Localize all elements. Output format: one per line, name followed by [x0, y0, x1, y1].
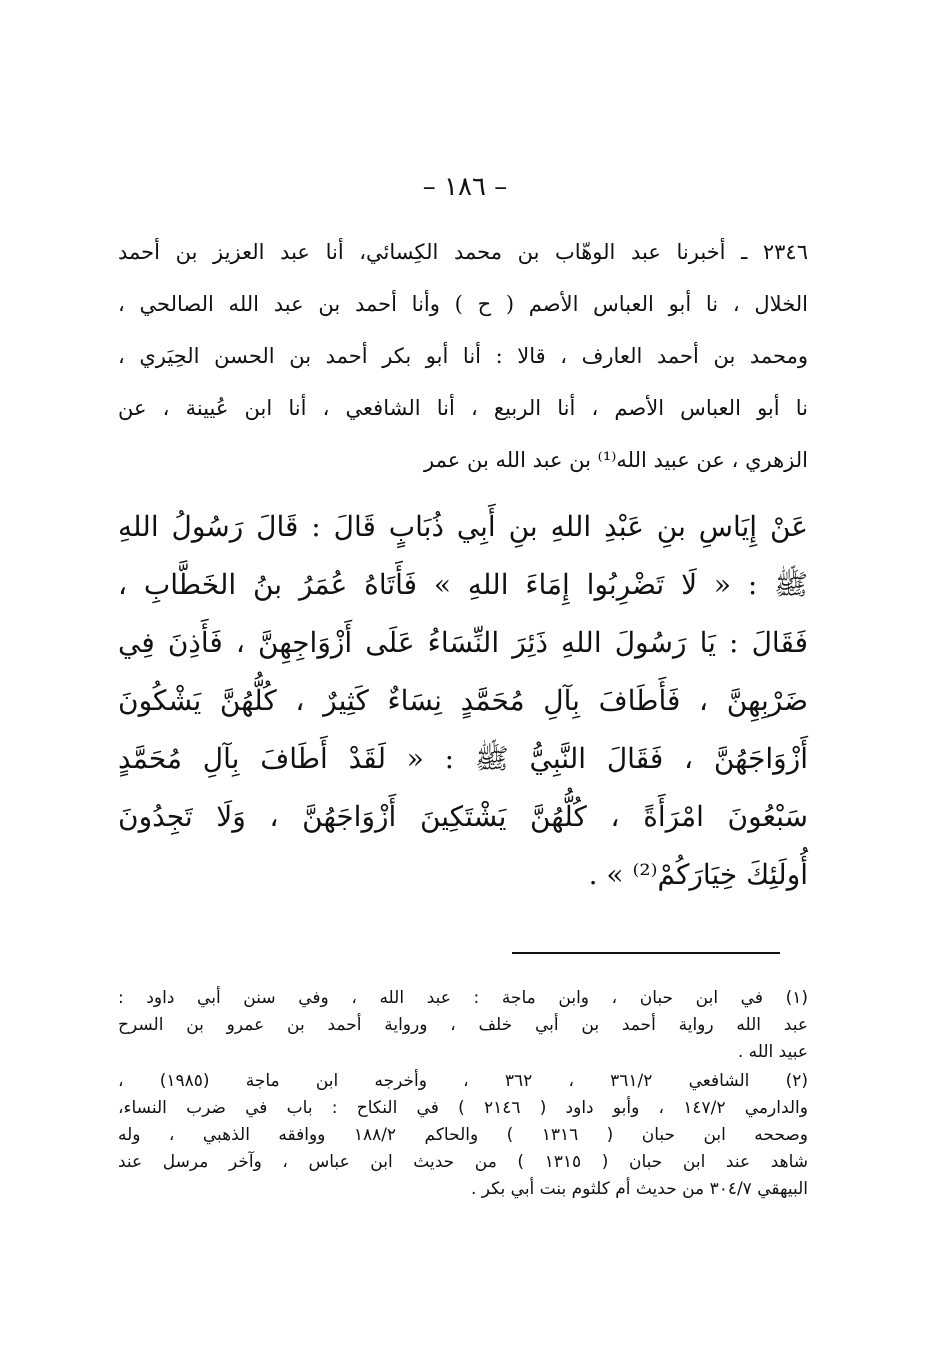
- matn-line: أُولَئِكَ خِيَارَكُمْ⁽²⁾ » .: [588, 858, 808, 891]
- footnote-line: البيهقي ٣٠٤/٧ من حديث أم كلثوم بنت أبي بكر .: [470, 1179, 808, 1199]
- page-number: – ١٨٦ –: [422, 172, 508, 202]
- footnote-line: (٢) الشافعي ٣٦١/٢ ، ٣٦٢ ، وأخرجه ابن ماجة (١٩٨٥) ،: [118, 1071, 809, 1091]
- footnote-line: (١) في ابن حبان ، وابن ماجة : عبد الله ، وفي سنن أبي داود :: [118, 988, 808, 1008]
- footnote-2: [118, 1068, 808, 1203]
- isnad-line: ٢٣٤٦ ـ أخبرنا عبد الوهّاب بن محمد الكِسائي، أنا عبد العزيز بن أحمد: [118, 240, 808, 264]
- footnote-line: والدارمي ١٤٧/٢ ، وأبو داود ( ٢١٤٦ ) في النكاح : باب في ضرب النساء،: [118, 1098, 808, 1118]
- isnad-line: الزهري ، عن عبيد الله⁽¹⁾ بن عبد الله بن عمر: [424, 448, 808, 472]
- footnote-line: شاهد عند ابن حبان ( ١٣١٥ ) من حديث ابن عباس ، وآخر مرسل عند: [118, 1152, 809, 1172]
- hadith-matn: [118, 498, 808, 904]
- matn-line: عَنْ إِيَاسِ بنِ عَبْدِ اللهِ بنِ أَبِي ذُبَابٍ قَالَ : قَالَ رَسُولُ اللهِ: [118, 510, 808, 543]
- footnotes: [118, 985, 808, 1203]
- footnote-separator: [512, 952, 780, 954]
- isnad-line: ومحمد بن أحمد العارف ، قالا : أنا أبو بكر أحمد بن الحسن الحِيَري ،: [118, 344, 808, 368]
- footnote-line: عبيد الله .: [737, 1042, 808, 1062]
- footnote-1: [118, 985, 808, 1066]
- matn-line: فَقَالَ : يَا رَسُولَ اللهِ ذَئِرَ النِّسَاءُ عَلَى أَزْوَاجِهِنَّ ، فَأَذِنَ فِي: [118, 626, 808, 659]
- footnote-line: عبد الله رواية أحمد بن أبي خلف ، ورواية أحمد بن عمرو بن السرح: [118, 1015, 808, 1035]
- matn-line: ضَرْبِهِنَّ ، فَأَطَافَ بِآلِ مُحَمَّدٍ نِسَاءٌ كَثِيرٌ ، كُلُّهُنَّ يَشْكُونَ: [118, 684, 808, 717]
- matn-line: أَزْوَاجَهُنَّ ، فَقَالَ النَّبِيُّ ﷺ : « لَقَدْ أَطَافَ بِآلِ مُحَمَّدٍ: [118, 742, 808, 775]
- matn-line: سَبْعُونَ امْرَأَةً ، كُلُّهُنَّ يَشْتَكِينَ أَزْوَاجَهُنَّ ، وَلَا تَجِدُونَ: [118, 800, 808, 833]
- hadith-isnad: [118, 226, 808, 486]
- isnad-line: نا أبو العباس الأصم ، أنا الربيع ، أنا الشافعي ، أنا ابن عُيينة ، عن: [118, 396, 808, 420]
- isnad-line: الخلال ، نا أبو العباس الأصم ( ح ) وأنا أحمد بن عبد الله الصالحي ،: [118, 292, 808, 316]
- matn-line: ﷺ : « لَا تَضْرِبُوا إِمَاءَ اللهِ » فَأَتَاهُ عُمَرُ بنُ الخَطَّابِ ،: [118, 568, 808, 601]
- footnote-line: وصححه ابن حبان ( ١٣١٦ ) والحاكم ١٨٨/٢ ووافقه الذهبي ، وله: [118, 1125, 808, 1145]
